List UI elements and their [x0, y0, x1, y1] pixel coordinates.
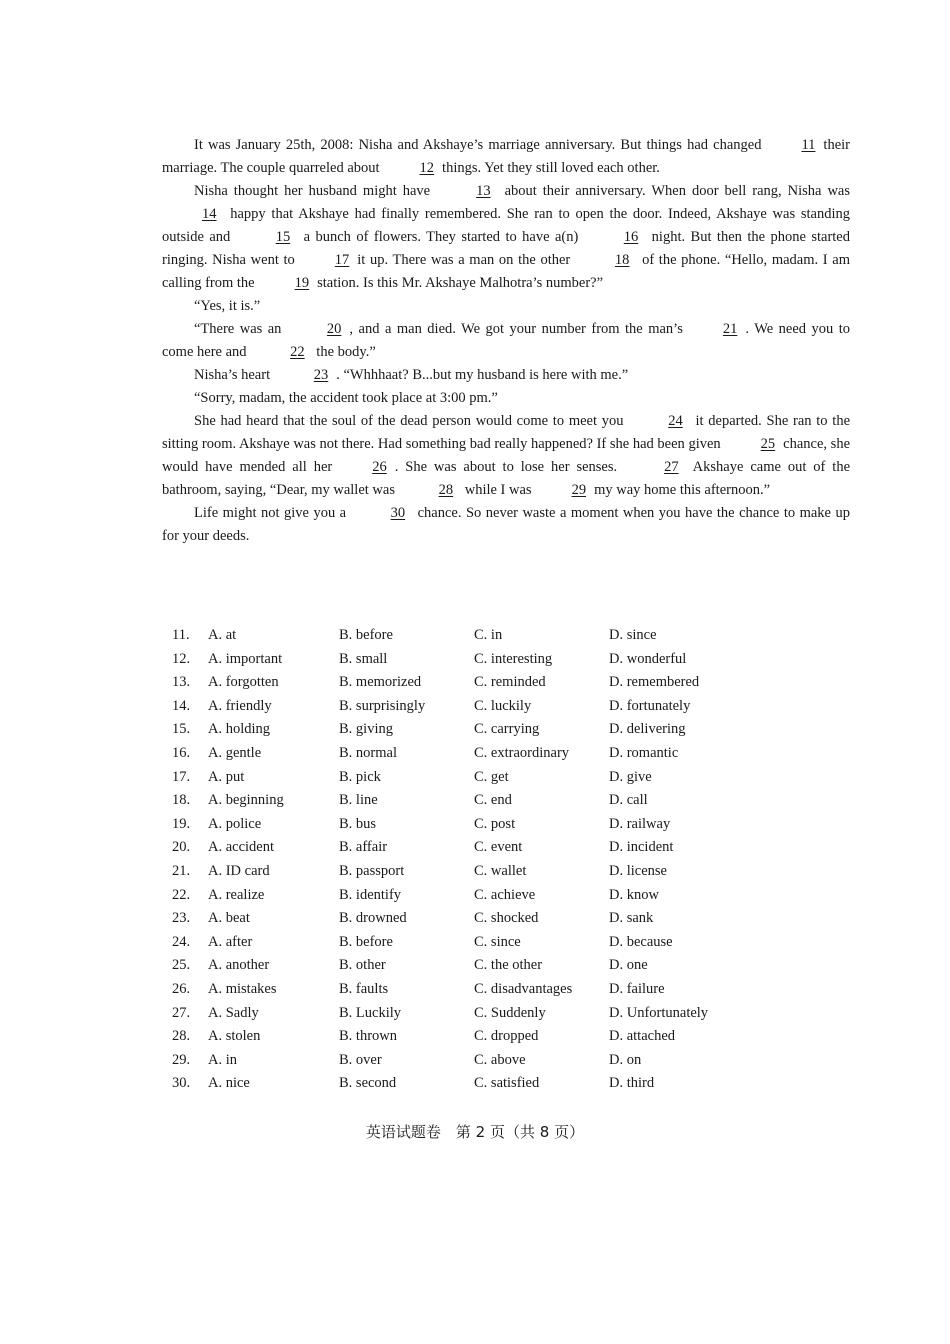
paragraph-4: [162, 318, 850, 364]
paragraph-6: “Sorry, madam, the accident took place at 3:00 pm.”: [194, 390, 498, 406]
option-b: B. thrown: [339, 1028, 397, 1045]
option-row: [172, 695, 772, 719]
option-d: D. one: [609, 957, 648, 974]
blank-22: 22: [290, 344, 305, 360]
passage-text: night. But then the phone started ringing. Nisha went to: [162, 229, 850, 268]
option-row: [172, 648, 772, 672]
option-a: A. Sadly: [208, 1004, 259, 1021]
option-b: B. bus: [339, 815, 377, 832]
option-row: [172, 1072, 772, 1096]
option-a: A. stolen: [208, 1028, 261, 1045]
passage-text: while I was: [461, 482, 532, 498]
option-c: C. get: [474, 768, 509, 785]
option-c: C. post: [474, 815, 516, 832]
option-d: D. Unfortunately: [609, 1004, 709, 1021]
option-c: C. since: [474, 933, 521, 950]
option-d: D. know: [609, 886, 659, 903]
option-row: [172, 931, 772, 955]
option-b: B. pick: [339, 768, 381, 785]
option-a: A. put: [208, 768, 245, 785]
passage-text: a bunch of flowers. They started to have a(n): [298, 229, 584, 245]
passage-text: of the phone. “Hello, madam. I am calling from the: [162, 252, 850, 291]
option-c: C. carrying: [474, 721, 540, 738]
question-number: 22.: [172, 886, 191, 903]
option-row: [172, 813, 772, 837]
option-d: D. sank: [609, 910, 654, 927]
option-d: D. give: [609, 768, 652, 785]
option-c: C. dropped: [474, 1028, 539, 1045]
option-row: [172, 1025, 772, 1049]
option-c: C. Suddenly: [474, 1004, 546, 1021]
passage-text: station. Is this Mr. Akshaye Malhotra’s number?”: [317, 275, 604, 291]
blank-28: 28: [438, 482, 454, 498]
option-b: B. small: [339, 650, 388, 667]
option-b: B. passport: [339, 862, 405, 879]
blank-26: 26: [372, 459, 387, 475]
option-c: C. end: [474, 792, 512, 809]
passage-text: Life might not give you a: [194, 505, 351, 521]
passage-text: happy that Akshaye had finally remembered. She ran to open the door. Indeed, Akshaye was standing outside and: [162, 206, 850, 245]
option-a: A. gentle: [208, 744, 262, 761]
passage-text: “There was an: [194, 321, 287, 337]
question-number: 28.: [172, 1028, 191, 1045]
option-d: D. wonderful: [609, 650, 687, 667]
blank-14: 14: [202, 206, 217, 222]
passage-text: It was January 25th, 2008: Nisha and Akshaye’s marriage anniversary. But things had changed: [194, 137, 762, 153]
option-a: A. another: [208, 957, 270, 974]
question-number: 20.: [172, 839, 191, 856]
passage-text: my way home this afternoon.”: [594, 482, 771, 498]
passage-text: . “Whhhaat? B...but my husband is here with me.”: [336, 367, 629, 383]
option-a: A. forgotten: [208, 674, 279, 691]
option-d: D. remembered: [609, 674, 700, 691]
paragraph-5: [162, 364, 850, 387]
blank-13: 13: [476, 183, 491, 199]
option-row: [172, 1049, 772, 1073]
option-b: B. before: [339, 933, 393, 950]
blank-17: 17: [334, 252, 350, 268]
option-b: B. affair: [339, 839, 388, 856]
passage-text: chance. So never waste a moment when you have the chance to make up for your deeds.: [162, 505, 850, 544]
question-number: 23.: [172, 910, 191, 927]
passage-text: . We need you to come here and: [162, 321, 850, 360]
option-row: [172, 789, 772, 813]
question-number: 30.: [172, 1075, 191, 1092]
option-a: A. important: [208, 650, 283, 667]
question-number: 15.: [172, 721, 191, 738]
blank-12: 12: [419, 160, 435, 176]
option-c: C. luckily: [474, 697, 532, 714]
option-a: A. beat: [208, 910, 250, 927]
blank-23: 23: [313, 367, 329, 383]
question-number: 27.: [172, 1004, 191, 1021]
option-b: B. memorized: [339, 674, 422, 691]
option-c: C. interesting: [474, 650, 553, 667]
option-b: B. other: [339, 957, 386, 974]
blank-18: 18: [614, 252, 630, 268]
question-number: 13.: [172, 674, 191, 691]
option-d: D. call: [609, 792, 648, 809]
option-b: B. normal: [339, 744, 397, 761]
option-a: A. after: [208, 933, 253, 950]
option-c: C. satisfied: [474, 1075, 540, 1092]
question-number: 12.: [172, 650, 191, 667]
option-b: B. faults: [339, 980, 389, 997]
paragraph-8: [162, 502, 850, 548]
option-d: D. railway: [609, 815, 671, 832]
option-d: D. attached: [609, 1028, 676, 1045]
option-d: D. failure: [609, 980, 665, 997]
option-b: B. giving: [339, 721, 393, 738]
option-b: B. second: [339, 1075, 397, 1092]
option-row: [172, 1002, 772, 1026]
passage-text: things. Yet they still loved each other.: [442, 160, 660, 176]
blank-16: 16: [623, 229, 639, 245]
option-c: C. above: [474, 1051, 526, 1068]
option-c: C. achieve: [474, 886, 536, 903]
question-number: 25.: [172, 957, 191, 974]
option-d: D. since: [609, 627, 657, 643]
option-row: [172, 624, 772, 648]
option-d: D. third: [609, 1075, 655, 1092]
passage-text: Nisha thought her husband might have: [194, 183, 437, 199]
option-c: C. in: [474, 627, 503, 643]
blank-29: 29: [571, 482, 587, 498]
question-number: 16.: [172, 744, 191, 761]
option-b: B. over: [339, 1051, 382, 1068]
cloze-passage: [162, 134, 850, 548]
question-number: 26.: [172, 980, 191, 997]
option-b: B. Luckily: [339, 1004, 402, 1021]
passage-text: about their anniversary. When door bell rang, Nisha was: [498, 183, 850, 199]
question-number: 29.: [172, 1051, 191, 1068]
option-d: D. incident: [609, 839, 674, 856]
question-number: 21.: [172, 862, 191, 879]
option-c: C. reminded: [474, 674, 546, 691]
option-a: A. mistakes: [208, 980, 277, 997]
option-d: D. because: [609, 933, 673, 950]
blank-24: 24: [668, 413, 683, 429]
question-number: 11.: [172, 627, 190, 643]
option-row: [172, 907, 772, 931]
option-a: A. realize: [208, 886, 265, 903]
passage-text: chance, she would have mended all her: [162, 436, 851, 475]
blank-25: 25: [760, 436, 776, 452]
passage-text: She had heard that the soul of the dead person would come to meet you: [194, 413, 629, 429]
passage-text: the body.”: [312, 344, 376, 360]
option-c: C. disadvantages: [474, 980, 573, 997]
blank-15: 15: [275, 229, 291, 245]
option-c: C. extraordinary: [474, 744, 570, 761]
option-a: A. holding: [208, 721, 271, 738]
paragraph-2: [162, 180, 850, 295]
passage-text: it departed. She ran to the sitting room. Akshaye was not there. Had something bad really happened? If she had been given: [162, 413, 850, 452]
blank-30: 30: [390, 505, 406, 521]
option-row: [172, 954, 772, 978]
option-a: A. beginning: [208, 792, 284, 809]
blank-27: 27: [664, 459, 679, 475]
paragraph-3: “Yes, it is.”: [194, 298, 261, 314]
question-number: 17.: [172, 768, 191, 785]
option-d: D. fortunately: [609, 697, 691, 714]
answer-options: [172, 624, 772, 1096]
option-a: A. police: [208, 815, 262, 832]
option-a: A. ID card: [208, 862, 270, 879]
passage-text: . She was about to lose her senses.: [394, 459, 625, 475]
passage-text: their marriage. The couple quarreled about: [162, 137, 850, 176]
option-d: D. license: [609, 862, 667, 879]
option-row: [172, 978, 772, 1002]
passage-text: it up. There was a man on the other: [357, 252, 575, 268]
option-a: A. accident: [208, 839, 275, 856]
question-number: 24.: [172, 933, 191, 950]
option-row: [172, 884, 772, 908]
option-c: C. wallet: [474, 862, 527, 879]
question-number: 14.: [172, 697, 191, 714]
passage-text: Nisha’s heart: [194, 367, 274, 383]
option-row: [172, 718, 772, 742]
paragraph-1: [162, 134, 850, 180]
option-b: B. surprisingly: [339, 697, 426, 714]
page-footer: 英语试题卷 第 2 页（共 8 页）: [365, 1123, 585, 1141]
option-a: A. nice: [208, 1075, 250, 1092]
option-row: [172, 766, 772, 790]
blank-11: 11: [801, 137, 816, 153]
question-number: 19.: [172, 815, 191, 832]
passage-text: Akshaye came out of the bathroom, saying, “Dear, my wallet was: [162, 459, 851, 498]
option-d: D. on: [609, 1051, 642, 1068]
blank-20: 20: [326, 321, 342, 337]
option-row: [172, 860, 772, 884]
blank-19: 19: [294, 275, 310, 291]
option-b: B. identify: [339, 886, 402, 903]
option-c: C. the other: [474, 957, 543, 974]
blank-21: 21: [722, 321, 738, 337]
option-row: [172, 671, 772, 695]
option-row: [172, 836, 772, 860]
option-b: B. line: [339, 792, 378, 809]
option-a: A. friendly: [208, 697, 272, 714]
option-d: D. romantic: [609, 744, 679, 761]
paragraph-7: [162, 410, 850, 502]
option-c: C. event: [474, 839, 523, 856]
option-row: [172, 742, 772, 766]
question-number: 18.: [172, 792, 191, 809]
passage-text: , and a man died. We got your number from the man’s: [349, 321, 683, 337]
option-a: A. at: [208, 627, 237, 643]
option-b: B. before: [339, 627, 393, 643]
option-b: B. drowned: [339, 910, 407, 927]
option-d: D. delivering: [609, 721, 686, 738]
option-a: A. in: [208, 1051, 237, 1068]
option-c: C. shocked: [474, 910, 539, 927]
